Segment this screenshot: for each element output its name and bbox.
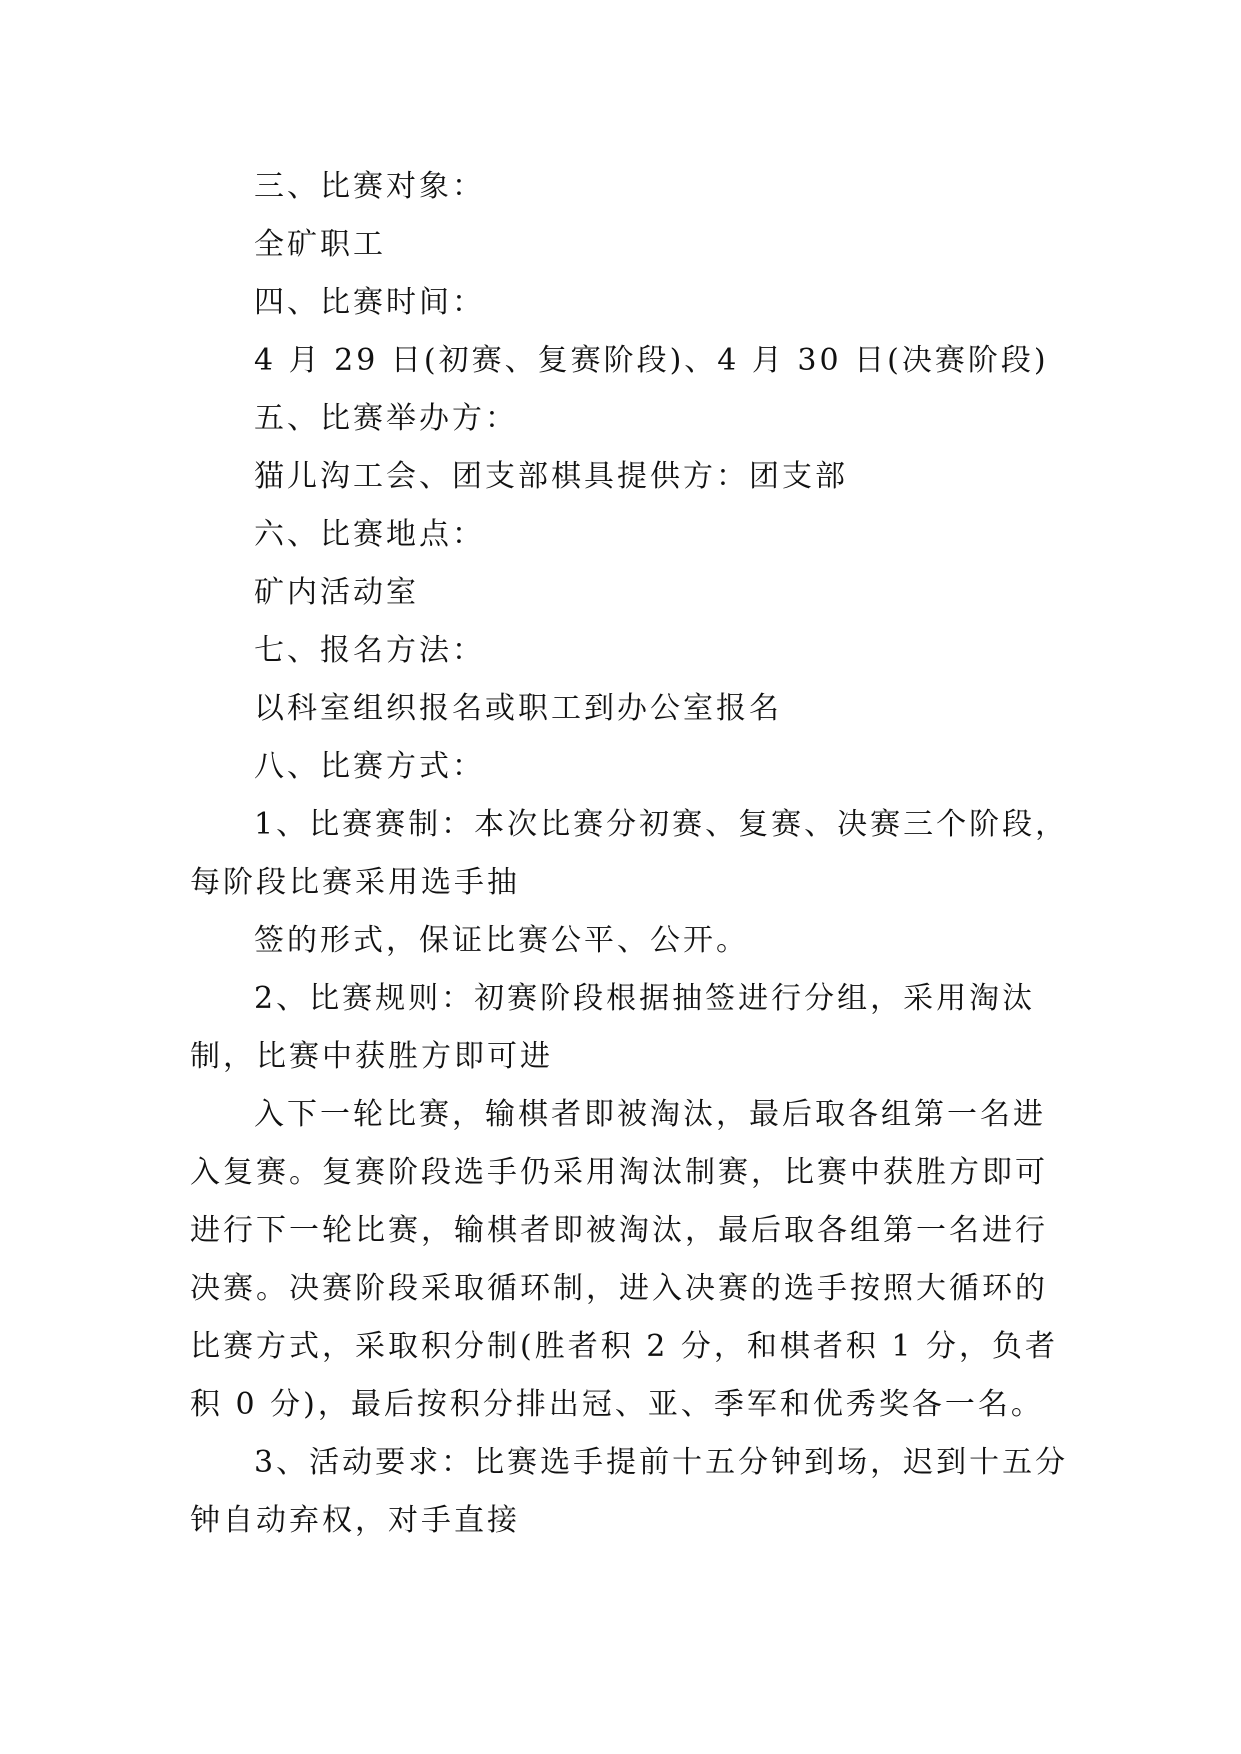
paragraph: 入下一轮比赛，输棋者即被淘汰，最后取各组第一名进入复赛。复赛阶段选手仍采用淘汰制赛，比赛中获胜方即可进行下一轮比赛，输棋者即被淘汰，最后取各组第一名进行决赛。决赛阶段采取循环制，进入决赛的选手按照大循环的比赛方式，采取积分制(胜者积 2 分，和棋者积 1 分，负者积 0 分)，最后按积分排出冠、亚、季军和优秀奖各一名。: [190, 1097, 1059, 1422]
document-body: [190, 158, 1070, 1550]
paragraph: 矿内活动室: [254, 575, 419, 610]
paragraph: 全矿职工: [254, 227, 386, 262]
paragraph: 3、活动要求：比赛选手提前十五分钟到场，迟到十五分钟自动弃权，对手直接: [190, 1445, 1069, 1538]
paragraph: 以科室组织报名或职工到办公室报名: [254, 691, 782, 726]
section-heading-participants: 三、比赛对象：: [254, 169, 485, 204]
section-heading-venue: 六、比赛地点：: [254, 517, 485, 552]
paragraph: 1、比赛赛制：本次比赛分初赛、复赛、决赛三个阶段，每阶段比赛采用选手抽: [190, 807, 1069, 900]
section-heading-time: 四、比赛时间：: [254, 285, 485, 320]
section-heading-organizer: 五、比赛举办方：: [254, 401, 518, 436]
section-heading-format: 八、比赛方式：: [254, 749, 485, 784]
paragraph: 签的形式，保证比赛公平、公开。: [254, 923, 749, 958]
paragraph: 4 月 29 日(初赛、复赛阶段)、4 月 30 日(决赛阶段): [254, 343, 1049, 378]
section-heading-registration: 七、报名方法：: [254, 633, 485, 668]
paragraph: 猫儿沟工会、团支部棋具提供方：团支部: [254, 459, 848, 494]
paragraph: 2、比赛规则：初赛阶段根据抽签进行分组，采用淘汰制，比赛中获胜方即可进: [190, 981, 1036, 1074]
